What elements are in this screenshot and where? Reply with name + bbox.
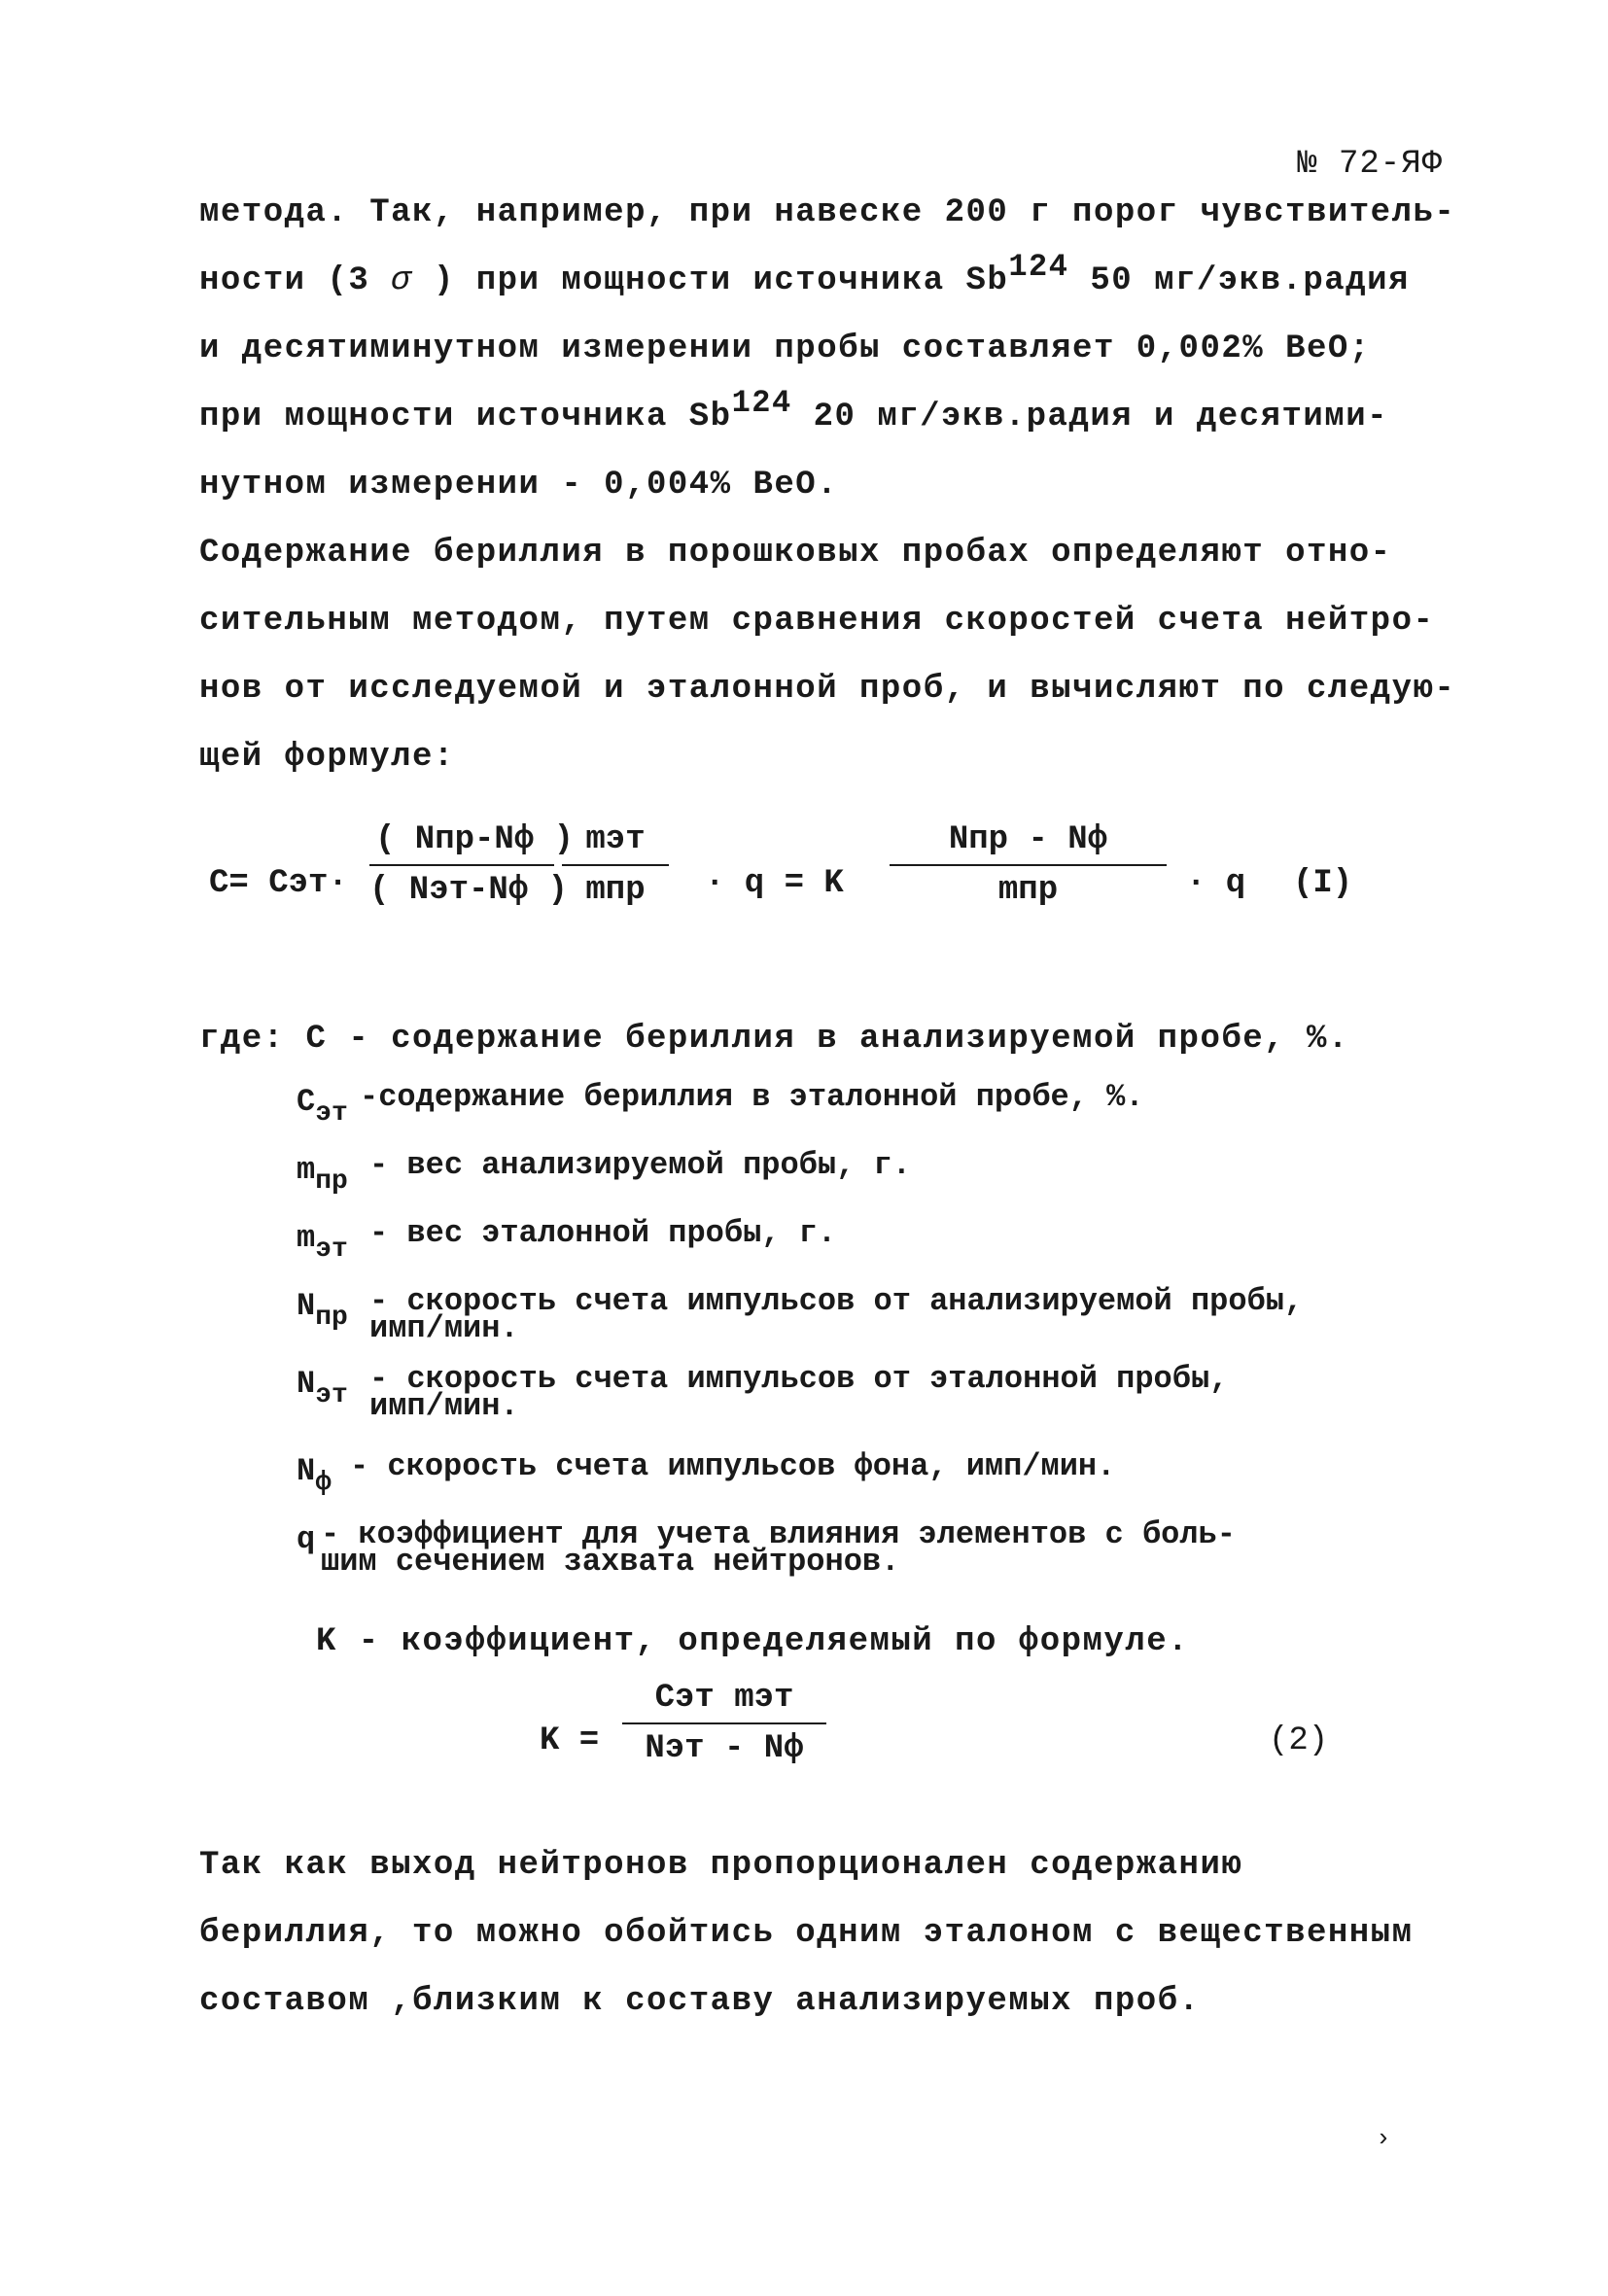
paragraph1-line2-a: ности (3 xyxy=(199,262,392,299)
definition-text-continuation: шим сечением захвата нейтронов. xyxy=(321,1544,900,1580)
formula1-fraction-n xyxy=(369,821,575,909)
definition-symbol: Cэт xyxy=(297,1084,348,1129)
formula1-frac2-denominator: mпр xyxy=(585,872,646,909)
paragraph1-line2 xyxy=(199,249,1410,299)
formula1-frac2-numerator: mэт xyxy=(585,821,646,858)
formula1-number: (I) xyxy=(1293,865,1353,902)
formula2-denominator: Nэт - Nф xyxy=(645,1730,804,1767)
paragraph1-line4 xyxy=(199,385,1388,435)
formula1-mid: · q = K xyxy=(705,865,844,902)
document-number: № 72-ЯФ xyxy=(1297,146,1443,183)
paragraph1-line4-a: при мощности источника Sb xyxy=(199,399,732,435)
paragraph3-line2: бериллия, то можно обойтись одним эталоном с вещественным xyxy=(199,1915,1414,1952)
paragraph1-line3: и десятиминутном измерении пробы составляет 0,002% BeO; xyxy=(199,330,1371,367)
formula1-tail: · q xyxy=(1186,865,1246,902)
formula2-fraction xyxy=(622,1680,826,1767)
definitions-intro: где: C - содержание бериллия в анализируемой пробе, %. xyxy=(199,1021,1349,1058)
paragraph2-line1: Содержание бериллия в порошковых пробах определяют отно- xyxy=(199,535,1392,572)
definition-symbol: mпр xyxy=(297,1152,348,1197)
formula2-number: (2) xyxy=(1269,1722,1329,1759)
definition-text: - вес эталонной пробы, г. xyxy=(369,1215,837,1251)
k-definition: K - коэффициент, определяемый по формуле. xyxy=(316,1623,1190,1660)
definition-symbol: q xyxy=(297,1521,316,1557)
definition-symbol: mэт xyxy=(297,1220,348,1265)
definition-text: - скорость счета импульсов от эталонной пробы, xyxy=(369,1361,1229,1397)
formula1-frac3-numerator: Nпр - Nф xyxy=(948,821,1108,858)
paragraph2-line3: нов от исследуемой и эталонной проб, и вычисляют по следую- xyxy=(199,671,1456,708)
isotope-superscript: 124 xyxy=(731,385,792,421)
sigma-symbol: σ xyxy=(391,262,413,299)
paragraph1-line5: нутном измерении - 0,004% BeO. xyxy=(199,467,839,504)
formula1-fraction-m xyxy=(562,821,669,909)
paragraph1-line2-b: ) при мощности источника Sb xyxy=(412,262,1009,299)
paragraph1-line2-c: 50 мг/экв.радия xyxy=(1068,262,1410,299)
definition-symbol: Nэт xyxy=(297,1366,348,1410)
paragraph3-line1: Так как выход нейтронов пропорционален содержанию xyxy=(199,1847,1243,1884)
definition-text-continuation: имп/мин. xyxy=(369,1388,519,1424)
formula1-frac1-denominator: ( Nэт-Nф ) xyxy=(369,872,569,909)
definition-symbol: Nпр xyxy=(297,1288,348,1333)
formula1-frac3-denominator: mпр xyxy=(997,872,1059,909)
definition-text: - скорость счета импульсов фона, имп/мин. xyxy=(350,1448,1116,1484)
paragraph1-line4-c: 20 мг/экв.радия и десятими- xyxy=(791,399,1388,435)
formula1-fraction-k xyxy=(890,821,1167,909)
formula1-lhs: C= Cэт· xyxy=(209,865,348,902)
isotope-superscript: 124 xyxy=(1008,249,1069,285)
paragraph2-line4: щей формуле: xyxy=(199,739,455,776)
formula2-numerator: Cэт mэт xyxy=(654,1680,794,1717)
definition-text: -содержание бериллия в эталонной пробе, %. xyxy=(360,1079,1144,1115)
page-mark: › xyxy=(1376,2124,1391,2153)
definition-text: - скорость счета импульсов от анализируемой пробы, xyxy=(369,1283,1304,1319)
paragraph1-line1: метода. Так, например, при навеске 200 г порог чувствитель- xyxy=(199,194,1456,231)
formula1-frac1-numerator: ( Nпр-Nф ) xyxy=(375,821,575,858)
paragraph3-line3: составом ,близким к составу анализируемых проб. xyxy=(199,1983,1201,2020)
definition-symbol: Nф xyxy=(297,1453,332,1498)
formula2-lhs: K = xyxy=(540,1722,600,1759)
definition-text: - вес анализируемой пробы, г. xyxy=(369,1147,911,1183)
paragraph2-line2: сительным методом, путем сравнения скоростей счета нейтро- xyxy=(199,603,1435,640)
definition-text-continuation: имп/мин. xyxy=(369,1310,519,1346)
definition-text: - коэффициент для учета влияния элементов с боль- xyxy=(321,1516,1236,1552)
